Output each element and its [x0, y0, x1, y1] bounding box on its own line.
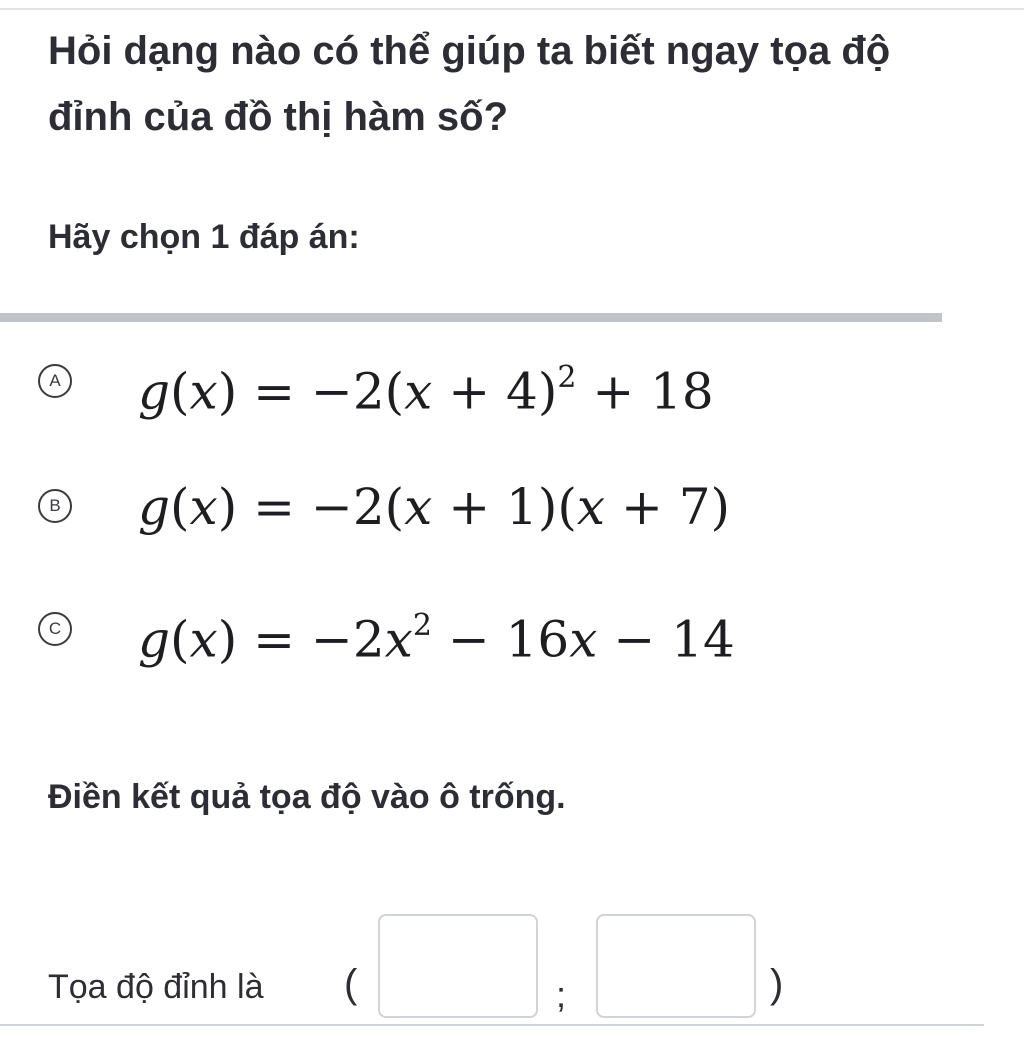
vertex-answer-row [40, 940, 1000, 1020]
option-c[interactable] [38, 600, 758, 669]
radio-a[interactable]: A [38, 364, 72, 398]
open-paren: ( [344, 962, 358, 1006]
top-divider [0, 8, 1024, 10]
formula-a: $g(x) = -2(x + 4)^2 + 18$ [138, 360, 714, 421]
close-paren: ) [770, 962, 784, 1006]
instruction-text: Hãy chọn 1 đáp án: [48, 218, 360, 256]
fill-prompt-text: Điền kết quả tọa độ vào ô trống. [48, 778, 566, 816]
bottom-divider [0, 1024, 984, 1026]
question-text: Hỏi dạng nào có thể giúp ta biết ngay tọa độ đỉnh của đồ thị hàm số? [48, 29, 891, 139]
option-b[interactable] [38, 477, 758, 537]
section-divider [0, 313, 942, 322]
radio-c[interactable]: C [38, 612, 72, 646]
separator: ; [556, 974, 567, 1015]
vertex-x-input[interactable] [378, 914, 538, 1018]
option-a[interactable] [38, 352, 758, 421]
vertex-y-input[interactable] [596, 914, 756, 1018]
formula-b: g(x) = −2(x + 1)(x + 7) [138, 478, 731, 536]
radio-b[interactable]: B [38, 489, 72, 523]
vertex-label: Tọa độ đỉnh là [48, 968, 264, 1006]
formula-c: $g(x) = -2x^2 - 16x - 14$ [138, 608, 735, 669]
